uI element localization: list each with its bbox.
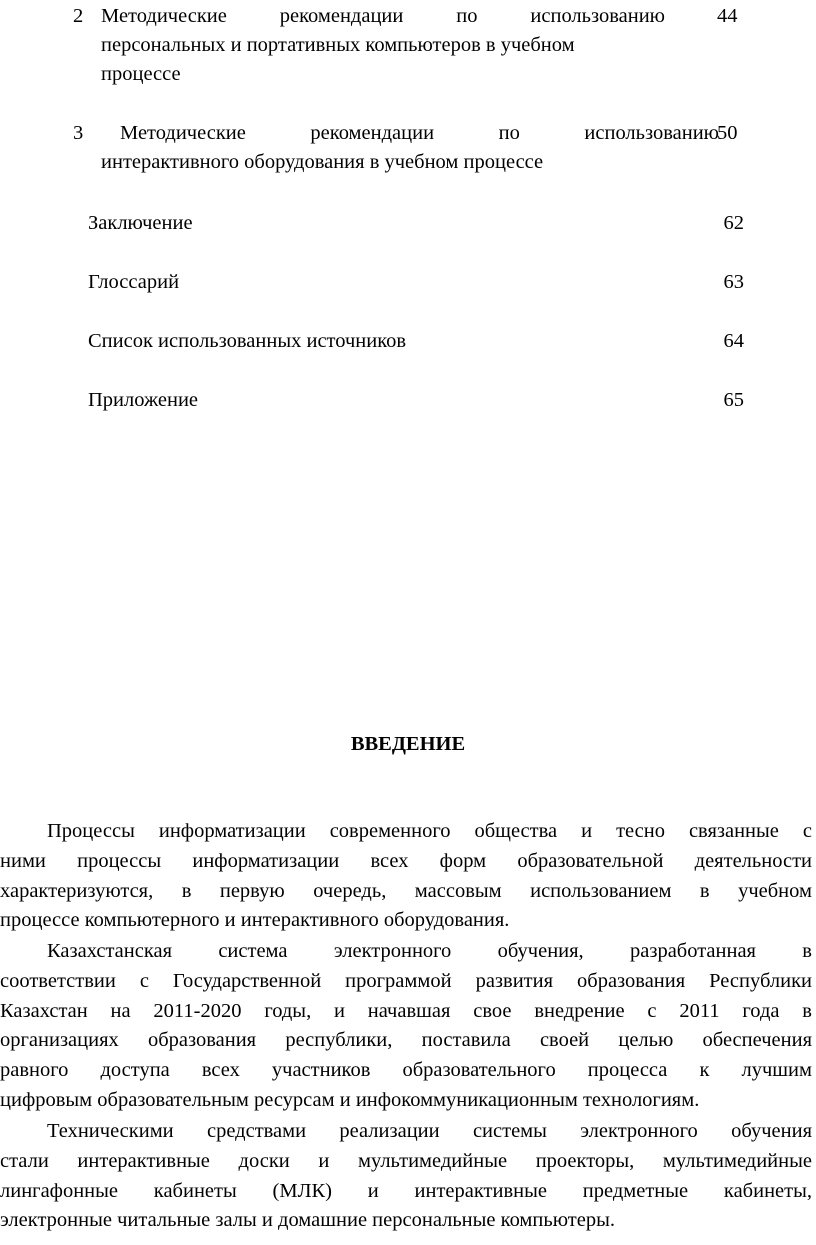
paragraph-1 <box>0 817 812 936</box>
toc-entry-label: Список использованных источников <box>88 330 407 352</box>
toc-entry-label: Заключение <box>88 212 193 234</box>
paragraph-line: стали интерактивные доски и мультимедийные проекторы, мультимедийные <box>0 1149 812 1172</box>
toc-entry-page: 50 <box>717 122 738 144</box>
paragraph-line: процессе компьютерного и интерактивного оборудования. <box>0 909 510 932</box>
toc-entry-text <box>101 2 665 89</box>
paragraph-line: равного доступа всех участников образовательного процесса к лучшим <box>0 1059 812 1082</box>
section-heading: ВВЕДЕНИЕ <box>350 733 466 755</box>
toc-entry-line: процессе <box>101 63 181 85</box>
paragraph-line: ними процессы информатизации всех форм образовательной деятельности <box>0 849 812 872</box>
toc-entry-page: 63 <box>723 271 744 293</box>
paragraph-line: Казахстан на 2011-2020 годы, и начавшая свое внедрение с 2011 года в <box>0 999 812 1022</box>
toc-entry-number: 3 <box>73 122 84 144</box>
toc-entry-line: Методические рекомендации по использованию <box>120 122 719 144</box>
toc-entry-page: 62 <box>723 212 744 234</box>
toc-entry-page: 65 <box>723 389 744 411</box>
paragraph-3 <box>0 1117 812 1236</box>
paragraph-line: Казахстанская система электронного обучения, разработанная в <box>47 940 812 962</box>
toc-entry-page: 64 <box>723 330 744 352</box>
toc-entry-label: Приложение <box>88 389 199 411</box>
toc-entry-line: Методические рекомендации по использованию <box>101 5 665 27</box>
paragraph-2 <box>0 937 812 1116</box>
paragraph-line: электронные читальные залы и домашние персональные компьютеры. <box>0 1209 615 1232</box>
paragraph-line: соответствии с Государственной программой развития образования Республики <box>0 969 812 992</box>
toc-entry-2 <box>73 2 745 92</box>
toc-entry-label: Глоссарий <box>88 271 180 293</box>
toc-entry-text <box>101 119 719 177</box>
toc-entry-number: 2 <box>73 5 84 27</box>
paragraph-line: характеризуются, в первую очередь, массовым использованием в учебном <box>0 879 812 902</box>
toc-entry-3 <box>73 119 745 179</box>
paragraph-line: Техническими средствами реализации системы электронного обучения <box>47 1120 812 1142</box>
paragraph-line: Процессы информатизации современного общества и тесно связанные с <box>47 820 812 842</box>
paragraph-line: цифровым образовательным ресурсам и инфокоммуникационным технологиям. <box>0 1088 700 1111</box>
toc-entry-line: персональных и портативных компьютеров в учебном <box>101 34 575 56</box>
toc-entry-line: интерактивного оборудования в учебном процессе <box>101 151 544 173</box>
toc-entry-page: 44 <box>717 5 738 27</box>
paragraph-line: организациях образования республики, поставила своей целью обеспечения <box>0 1029 812 1052</box>
paragraph-line: лингафонные кабинеты (МЛК) и интерактивные предметные кабинеты, <box>0 1179 812 1202</box>
